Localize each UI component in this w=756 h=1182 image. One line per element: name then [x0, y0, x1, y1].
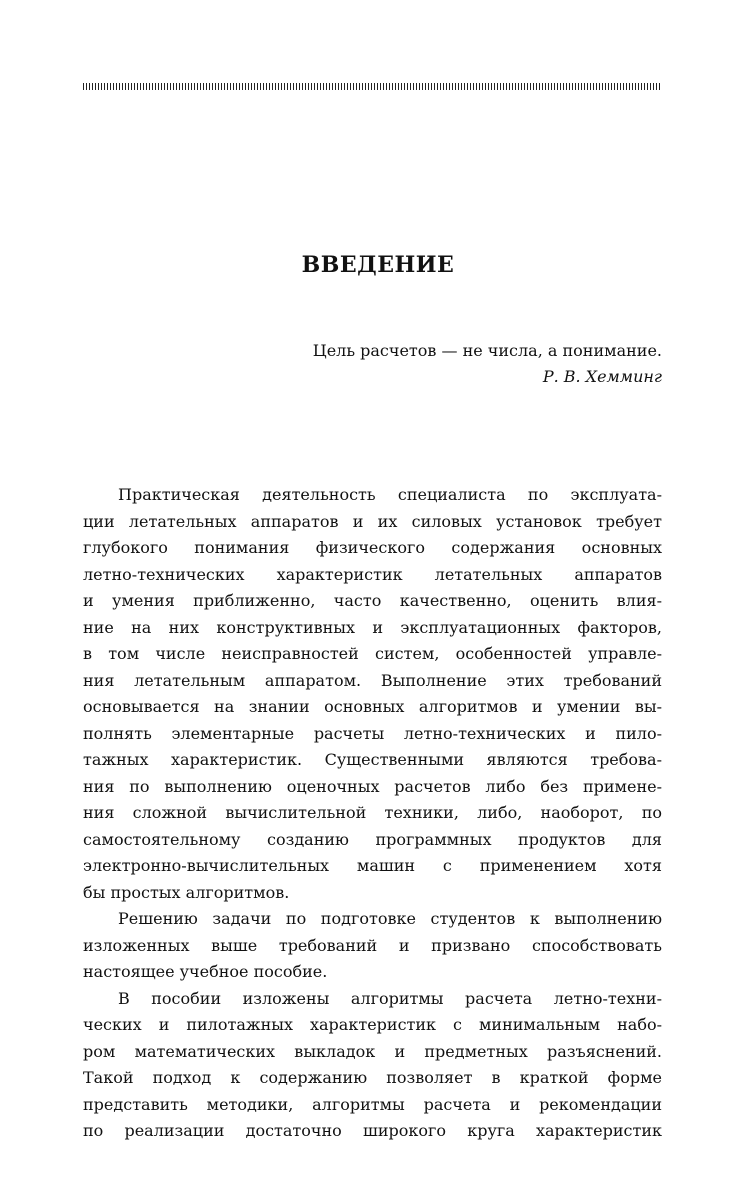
text-line: изложенных выше требований и призвано способствовать [83, 935, 662, 955]
text-line: ния по выполнению оценочных расчетов либо без примене- [83, 776, 662, 796]
text-line: по реализации достаточно широкого круга характеристик [83, 1121, 662, 1140]
text-line: Решению задачи по подготовке студентов к выполнению [118, 909, 662, 928]
text-line: самостоятельному созданию программных продуктов для [83, 829, 662, 849]
epigraph [313, 338, 662, 390]
text-line: ции летательных аппаратов и их силовых установок требует [83, 511, 662, 531]
paragraph [83, 906, 662, 986]
text-line: электронно-вычислительных машин с применением хотя [83, 856, 662, 875]
epigraph-quote: Цель расчетов — не числа, а понимание. [312, 341, 662, 360]
text-line: ния летательным аппаратом. Выполнение этих требований [83, 670, 662, 690]
epigraph-author: Р. В. Хемминг [542, 367, 662, 386]
text-line: ния сложной вычислительной техники, либо, наоборот, по [83, 803, 662, 822]
text-line: и умения приближенно, часто качественно, оценить влия- [83, 591, 662, 610]
text-line: глубокого понимания физического содержания основных [83, 538, 662, 557]
paragraph [83, 482, 662, 906]
text-line: Практическая деятельность специалиста по эксплуата- [118, 485, 662, 504]
text-line: ческих и пилотажных характеристик с минимальным набо- [83, 1015, 662, 1034]
text-line: в том числе неисправностей систем, особенностей управле- [83, 644, 662, 663]
text-line: настоящее учебное пособие. [83, 962, 328, 981]
text-line: В пособии изложены алгоритмы расчета летно-техни- [118, 988, 662, 1008]
text-line: тажных характеристик. Существенными являются требова- [83, 750, 662, 769]
text-line: ром математических выкладок и предметных разъяснений. [83, 1041, 662, 1061]
body-text [83, 482, 662, 1145]
paragraph [83, 986, 662, 1145]
header-rule [83, 83, 662, 90]
text-line: Такой подход к содержанию позволяет в краткой форме [83, 1068, 662, 1087]
text-line: летно-технических характеристик летательных аппаратов [83, 564, 662, 584]
text-line: ние на них конструктивных и эксплуатационных факторов, [83, 617, 662, 637]
text-line: бы простых алгоритмов. [83, 882, 290, 902]
chapter-title: ВВЕДЕНИЕ [301, 252, 455, 278]
text-line: представить методики, алгоритмы расчета и рекомендации [83, 1094, 662, 1114]
text-line: полнять элементарные расчеты летно-технических и пило- [83, 723, 662, 743]
text-line: основывается на знании основных алгоритмов и умении вы- [83, 697, 662, 716]
